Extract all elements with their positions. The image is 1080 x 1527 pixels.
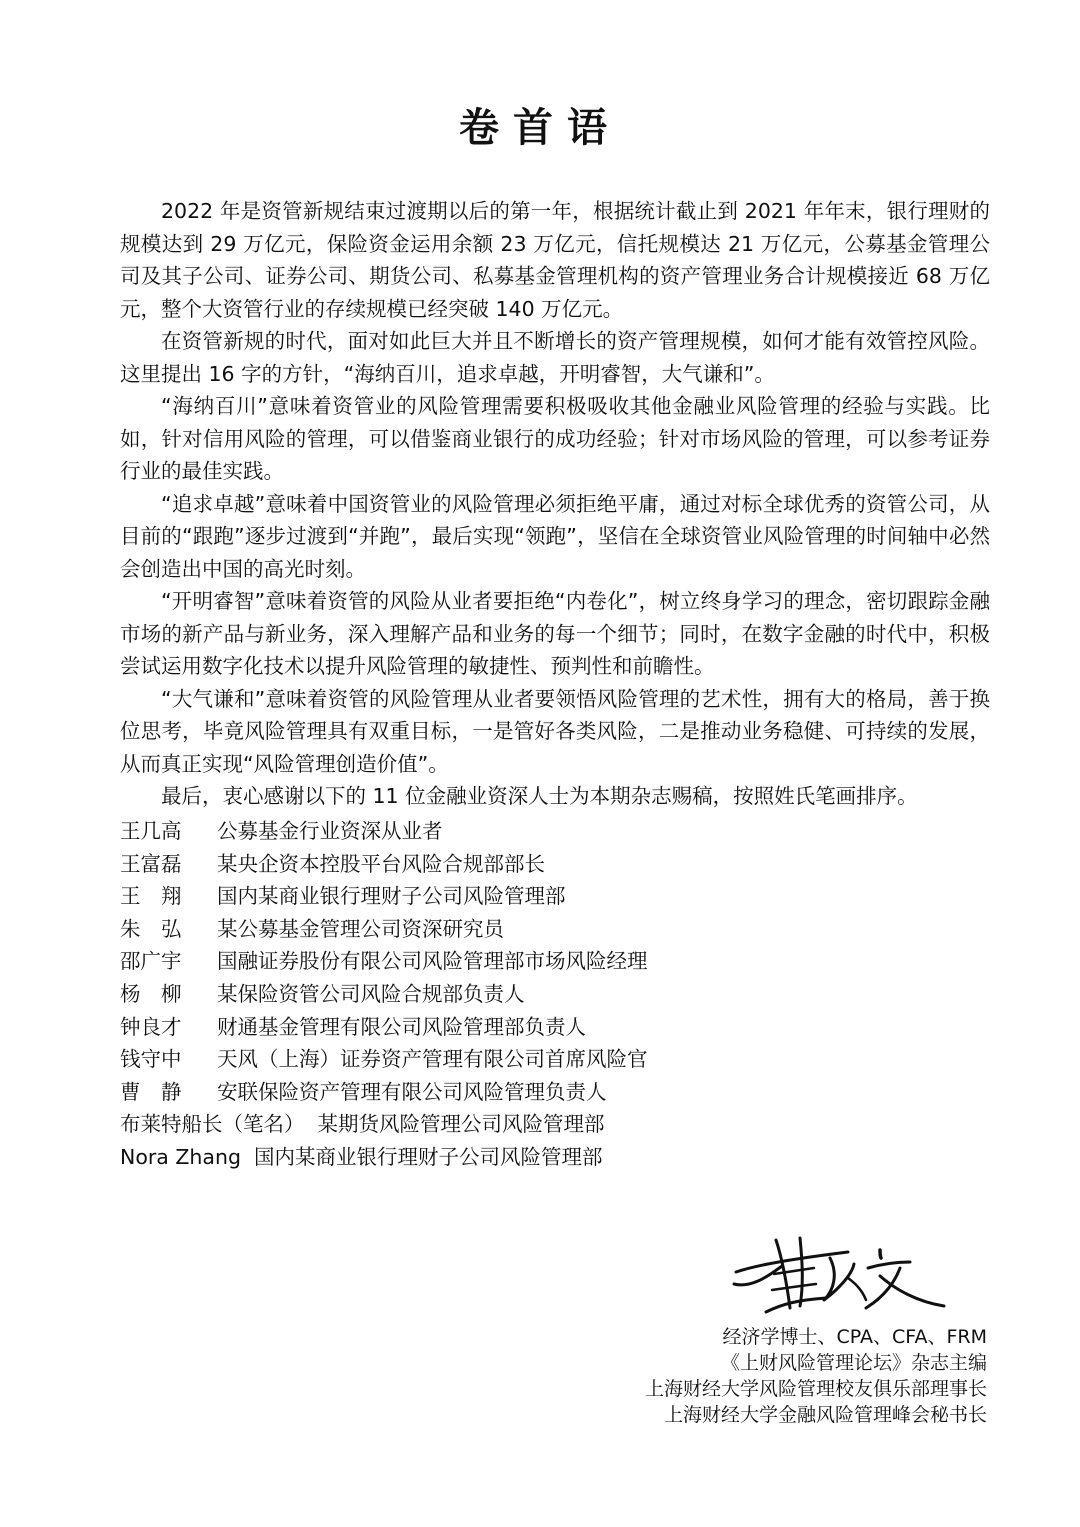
list-item	[120, 978, 990, 1011]
contributor-role: 某央企资本控股平台风险合规部部长	[217, 851, 546, 876]
contributor-name: 朱 弘	[120, 916, 182, 941]
list-item	[120, 1011, 990, 1044]
list-item	[120, 945, 990, 978]
credit-line: 《上财风险管理论坛》杂志主编	[720, 1352, 987, 1374]
contributor-role: 天风（上海）证券资产管理有限公司首席风险官	[217, 1047, 648, 1072]
contributor-list	[120, 815, 990, 1174]
contributor-name: 王 翔	[120, 884, 182, 909]
contributor-role: 国内某商业银行理财子公司风险管理部	[217, 884, 566, 909]
contributor-name: 布莱特船长（笔名）	[120, 1112, 305, 1137]
credit-line: 上海财经大学风险管理校友俱乐部理事长	[644, 1378, 987, 1400]
contributor-name: 邵广宇	[120, 949, 182, 974]
credit-line: 经济学博士、CPA、CFA、FRM	[722, 1326, 987, 1348]
contributor-name: 钟良才	[120, 1014, 182, 1039]
contributor-role: 某保险资管公司风险合规部负责人	[217, 981, 525, 1006]
paragraph: “追求卓越”意味着中国资管业的风险管理必须拒绝平庸，通过对标全球优秀的资管公司，从目前的“跟跑”逐步过渡到“并跑”，最后实现“领跑”，坚信在全球资管业风险管理的时间轴中必然会创造出中国的高光时刻。	[120, 491, 990, 581]
contributor-name: 王富磊	[120, 851, 182, 876]
contributor-name: 王几高	[120, 819, 182, 843]
list-item	[120, 880, 990, 913]
contributor-role: 国融证券股份有限公司风险管理部市场风险经理	[217, 949, 648, 974]
contributor-role: 安联保险资产管理有限公司风险管理负责人	[217, 1079, 607, 1104]
page-title: 卷首语	[459, 105, 621, 151]
paragraph: “大气谦和”意味着资管的风险管理从业者要领悟风险管理的艺术性，拥有大的格局，善于换位思考，毕竟风险管理具有双重目标，一是管好各类风险，二是推动业务稳健、可持续的发展，从而真正实现“风险管理创造价值”。	[120, 686, 990, 776]
author-credits	[645, 1324, 987, 1428]
contributor-name: 杨 柳	[120, 981, 182, 1006]
paragraph: “开明睿智”意味着资管的风险从业者要拒绝“内卷化”，树立终身学习的理念，密切跟踪金融市场的新产品与新业务，深入理解产品和业务的每一个细节；同时，在数字金融的时代中，积极尝试运用数字化技术以提升风险管理的敏捷性、预判性和前瞻性。	[120, 589, 990, 678]
contributor-name: Nora Zhang	[120, 1144, 241, 1169]
contributor-role: 某公募基金管理公司资深研究员	[217, 916, 505, 941]
contributor-role: 财通基金管理有限公司风险管理部负责人	[217, 1014, 587, 1039]
contributor-name: 钱守中	[120, 1047, 182, 1072]
list-item	[120, 1076, 990, 1109]
list-item	[120, 1141, 990, 1174]
credit-line: 上海财经大学金融风险管理峰会秘书长	[663, 1404, 987, 1426]
paragraph: 2022 年是资管新规结束过渡期以后的第一年，根据统计截止到 2021 年年末，银行理财的规模达到 29 万亿元，保险资金运用余额 23 万亿元，信托规模达 21 万亿元，公募基金管理公司及其子公司、证券公司、期货公司、私募基金管理机构的资产管理业务合计规模接近 68 万亿元，整个大资管行业的存续规模已经突破 140 万亿元。	[120, 199, 990, 321]
contributor-role: 公募基金行业资深从业者	[217, 819, 443, 843]
list-item	[120, 815, 990, 848]
list-item	[120, 1043, 990, 1076]
list-item	[120, 1108, 990, 1141]
handwritten-signature	[730, 1228, 950, 1323]
paragraph: 最后，衷心感谢以下的 11 位金融业资深人士为本期杂志赐稿，按照姓氏笔画排序。	[161, 784, 918, 808]
contributor-name: 曹 静	[120, 1079, 182, 1104]
contributor-role: 国内某商业银行理财子公司风险管理部	[254, 1144, 603, 1169]
paragraph: “海纳百川”意味着资管业的风险管理需要积极吸收其他金融业风险管理的经验与实践。比如，针对信用风险的管理，可以借鉴商业银行的成功经验；针对市场风险的管理，可以参考证券行业的最佳实践。	[120, 394, 990, 483]
paragraph: 在资管新规的时代，面对如此巨大并且不断增长的资产管理规模，如何才能有效管控风险。这里提出 16 字的方针，“海纳百川，追求卓越，开明睿智，大气谦和”。	[120, 329, 990, 386]
list-item	[120, 913, 990, 946]
body-text	[120, 195, 990, 813]
contributor-role: 某期货风险管理公司风险管理部	[317, 1112, 605, 1137]
list-item	[120, 848, 990, 881]
